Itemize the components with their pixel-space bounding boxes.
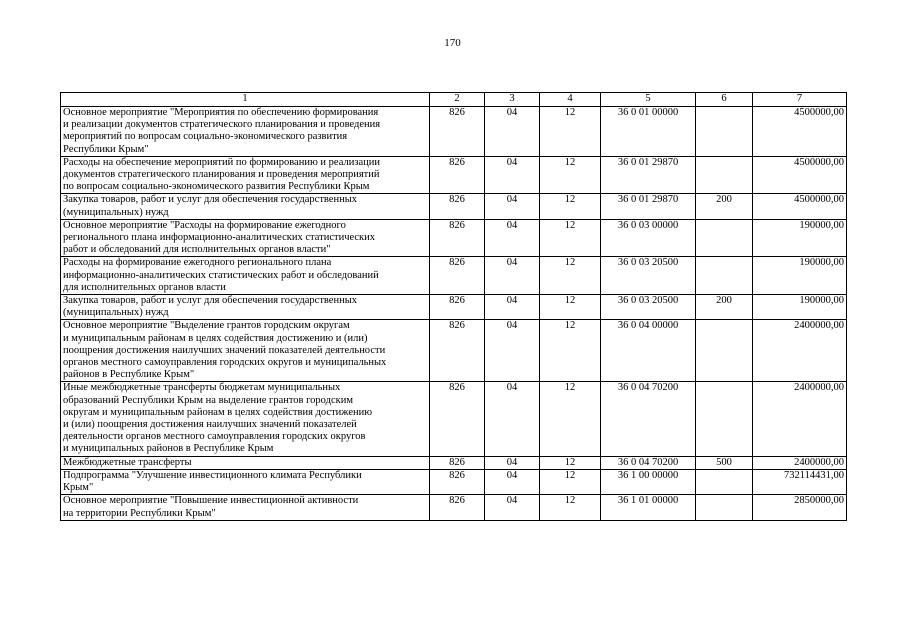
- amount-cell: 190000,00: [753, 257, 847, 295]
- expense-type-code-cell: [696, 107, 753, 157]
- subsection-code-cell: 12: [540, 382, 601, 456]
- row-name-line: регионального плана информационно-аналитических статистических: [63, 232, 376, 244]
- subsection-code-cell: 12: [540, 257, 601, 295]
- amount-cell: 732114431,00: [753, 469, 847, 494]
- row-name-line: Основное мероприятие "Мероприятия по обеспечению формирования: [63, 107, 379, 118]
- subsection-code-cell: 12: [540, 219, 601, 257]
- row-name-line: Закупка товаров, работ и услуг для обеспечения государственных: [63, 295, 358, 307]
- table-row: [61, 469, 847, 494]
- row-name-cell: [61, 469, 430, 494]
- expense-type-code-cell: 200: [696, 295, 753, 320]
- table-row: [61, 320, 847, 382]
- grbs-code-cell: 826: [430, 382, 485, 456]
- grbs-code-cell: 826: [430, 219, 485, 257]
- row-name-line: и муниципальным районам в целях содействия достижению и (или): [63, 332, 368, 344]
- section-code-cell: 04: [485, 257, 540, 295]
- table-row: [61, 194, 847, 219]
- table-row: [61, 295, 847, 320]
- row-name-line: деятельности органов местного самоуправления городских округов: [63, 431, 366, 443]
- section-code-cell: 04: [485, 107, 540, 157]
- subsection-code-cell: 12: [540, 495, 601, 520]
- grbs-code-cell: 826: [430, 156, 485, 194]
- row-name-cell: [61, 156, 430, 194]
- row-name-line: Закупка товаров, работ и услуг для обеспечения государственных: [63, 194, 358, 206]
- expense-type-code-cell: [696, 257, 753, 295]
- page-number: 170: [444, 37, 461, 49]
- row-name-line: Основное мероприятие "Повышение инвестиционной активности: [63, 495, 359, 507]
- grbs-code-cell: 826: [430, 495, 485, 520]
- section-code-cell: 04: [485, 469, 540, 494]
- target-article-code-cell: 36 0 04 00000: [601, 320, 696, 382]
- expense-type-code-cell: [696, 156, 753, 194]
- header-cell-5: 5: [601, 93, 696, 107]
- section-code-cell: 04: [485, 219, 540, 257]
- row-name-cell: [61, 219, 430, 257]
- row-name-line: образований Республики Крым на выделение грантов городским: [63, 394, 354, 406]
- row-name-line: Основное мероприятие "Выделение грантов городским округам: [63, 320, 350, 332]
- row-name-line: Основное мероприятие "Расходы на формирование ежегодного: [63, 219, 346, 231]
- expense-type-code-cell: [696, 219, 753, 257]
- header-cell-1: 1: [61, 93, 430, 107]
- table-header-row: [61, 93, 847, 107]
- row-name-line: (муниципальных) нужд: [63, 307, 169, 319]
- row-name-cell: [61, 295, 430, 320]
- row-name-line: Расходы на обеспечение мероприятий по формированию и реализации: [63, 156, 380, 168]
- header-cell-7: 7: [753, 93, 847, 107]
- amount-cell: 4500000,00: [753, 156, 847, 194]
- header-cell-2: 2: [430, 93, 485, 107]
- grbs-code-cell: 826: [430, 107, 485, 157]
- target-article-code-cell: 36 0 01 29870: [601, 156, 696, 194]
- amount-cell: 190000,00: [753, 219, 847, 257]
- table-body: [61, 107, 847, 521]
- table-row: [61, 219, 847, 257]
- row-name-cell: [61, 257, 430, 295]
- grbs-code-cell: 826: [430, 295, 485, 320]
- table-row: [61, 495, 847, 520]
- row-name-line: работ и обследований для исполнительных органов власти": [63, 244, 331, 256]
- section-code-cell: 04: [485, 320, 540, 382]
- target-article-code-cell: 36 0 01 00000: [601, 107, 696, 157]
- header-cell-6: 6: [696, 93, 753, 107]
- row-name-line: по вопросам социально-экономического развития Республики Крым: [63, 181, 370, 193]
- target-article-code-cell: 36 1 01 00000: [601, 495, 696, 520]
- expense-type-code-cell: 200: [696, 194, 753, 219]
- table-row: [61, 456, 847, 469]
- row-name-cell: [61, 382, 430, 456]
- expense-type-code-cell: [696, 320, 753, 382]
- section-code-cell: 04: [485, 194, 540, 219]
- row-name-cell: [61, 456, 430, 469]
- row-name-line: Крым": [63, 482, 94, 494]
- table-row: [61, 107, 847, 157]
- subsection-code-cell: 12: [540, 320, 601, 382]
- row-name-line: органов местного самоуправления городских округов и муниципальных: [63, 357, 387, 369]
- row-name-line: Республики Крым": [63, 143, 149, 155]
- expense-type-code-cell: [696, 469, 753, 494]
- section-code-cell: 04: [485, 456, 540, 469]
- subsection-code-cell: 12: [540, 456, 601, 469]
- subsection-code-cell: 12: [540, 107, 601, 157]
- section-code-cell: 04: [485, 156, 540, 194]
- row-name-line: Подпрограмма "Улучшение инвестиционного климата Республики: [63, 469, 362, 481]
- row-name-cell: [61, 107, 430, 157]
- amount-cell: 2400000,00: [753, 382, 847, 456]
- row-name-line: и реализации документов стратегического планирования и проведения: [63, 119, 381, 131]
- target-article-code-cell: 36 0 04 70200: [601, 382, 696, 456]
- amount-cell: 2850000,00: [753, 495, 847, 520]
- row-name-line: поощрения достижения наилучших значений показателей деятельности: [63, 344, 386, 356]
- row-name-line: Расходы на формирование ежегодного регионального плана: [63, 257, 332, 269]
- expense-type-code-cell: [696, 382, 753, 456]
- row-name-cell: [61, 495, 430, 520]
- subsection-code-cell: 12: [540, 469, 601, 494]
- section-code-cell: 04: [485, 382, 540, 456]
- expense-type-code-cell: [696, 495, 753, 520]
- row-name-line: информационно-аналитических статистических работ и обследований: [63, 269, 379, 281]
- row-name-cell: [61, 320, 430, 382]
- row-name-cell: [61, 194, 430, 219]
- target-article-code-cell: 36 1 00 00000: [601, 469, 696, 494]
- amount-cell: 190000,00: [753, 295, 847, 320]
- row-name-line: и муниципальных районов в Республике Крым: [63, 443, 274, 455]
- amount-cell: 2400000,00: [753, 320, 847, 382]
- amount-cell: 4500000,00: [753, 107, 847, 157]
- amount-cell: 2400000,00: [753, 456, 847, 469]
- row-name-line: округам и муниципальным районам в целях содействия достижению: [63, 406, 373, 418]
- row-name-line: Иные межбюджетные трансферты бюджетам муниципальных: [63, 382, 341, 394]
- grbs-code-cell: 826: [430, 456, 485, 469]
- row-name-line: для исполнительных органов власти: [63, 281, 226, 293]
- amount-cell: 4500000,00: [753, 194, 847, 219]
- grbs-code-cell: 826: [430, 194, 485, 219]
- row-name-line: на территории Республики Крым": [63, 507, 216, 519]
- subsection-code-cell: 12: [540, 194, 601, 219]
- row-name-line: (муниципальных) нужд: [63, 206, 169, 218]
- target-article-code-cell: 36 0 03 20500: [601, 295, 696, 320]
- subsection-code-cell: 12: [540, 295, 601, 320]
- row-name-line: документов стратегического планирования и проведения мероприятий: [63, 169, 380, 181]
- expense-type-code-cell: 500: [696, 456, 753, 469]
- table-row: [61, 156, 847, 194]
- table-row: [61, 382, 847, 456]
- row-name-line: и (или) поощрения достижения наилучших значений показателей: [63, 419, 357, 431]
- target-article-code-cell: 36 0 03 20500: [601, 257, 696, 295]
- budget-table: [60, 92, 847, 521]
- row-name-line: мероприятий по вопросам социально-экономического развития: [63, 131, 348, 143]
- grbs-code-cell: 826: [430, 469, 485, 494]
- target-article-code-cell: 36 0 01 29870: [601, 194, 696, 219]
- table-row: [61, 257, 847, 295]
- grbs-code-cell: 826: [430, 320, 485, 382]
- header-cell-3: 3: [485, 93, 540, 107]
- target-article-code-cell: 36 0 04 70200: [601, 456, 696, 469]
- row-name-line: районов в Республике Крым": [63, 369, 195, 381]
- target-article-code-cell: 36 0 03 00000: [601, 219, 696, 257]
- section-code-cell: 04: [485, 295, 540, 320]
- header-cell-4: 4: [540, 93, 601, 107]
- subsection-code-cell: 12: [540, 156, 601, 194]
- row-name-line: Межбюджетные трансферты: [63, 456, 192, 468]
- section-code-cell: 04: [485, 495, 540, 520]
- grbs-code-cell: 826: [430, 257, 485, 295]
